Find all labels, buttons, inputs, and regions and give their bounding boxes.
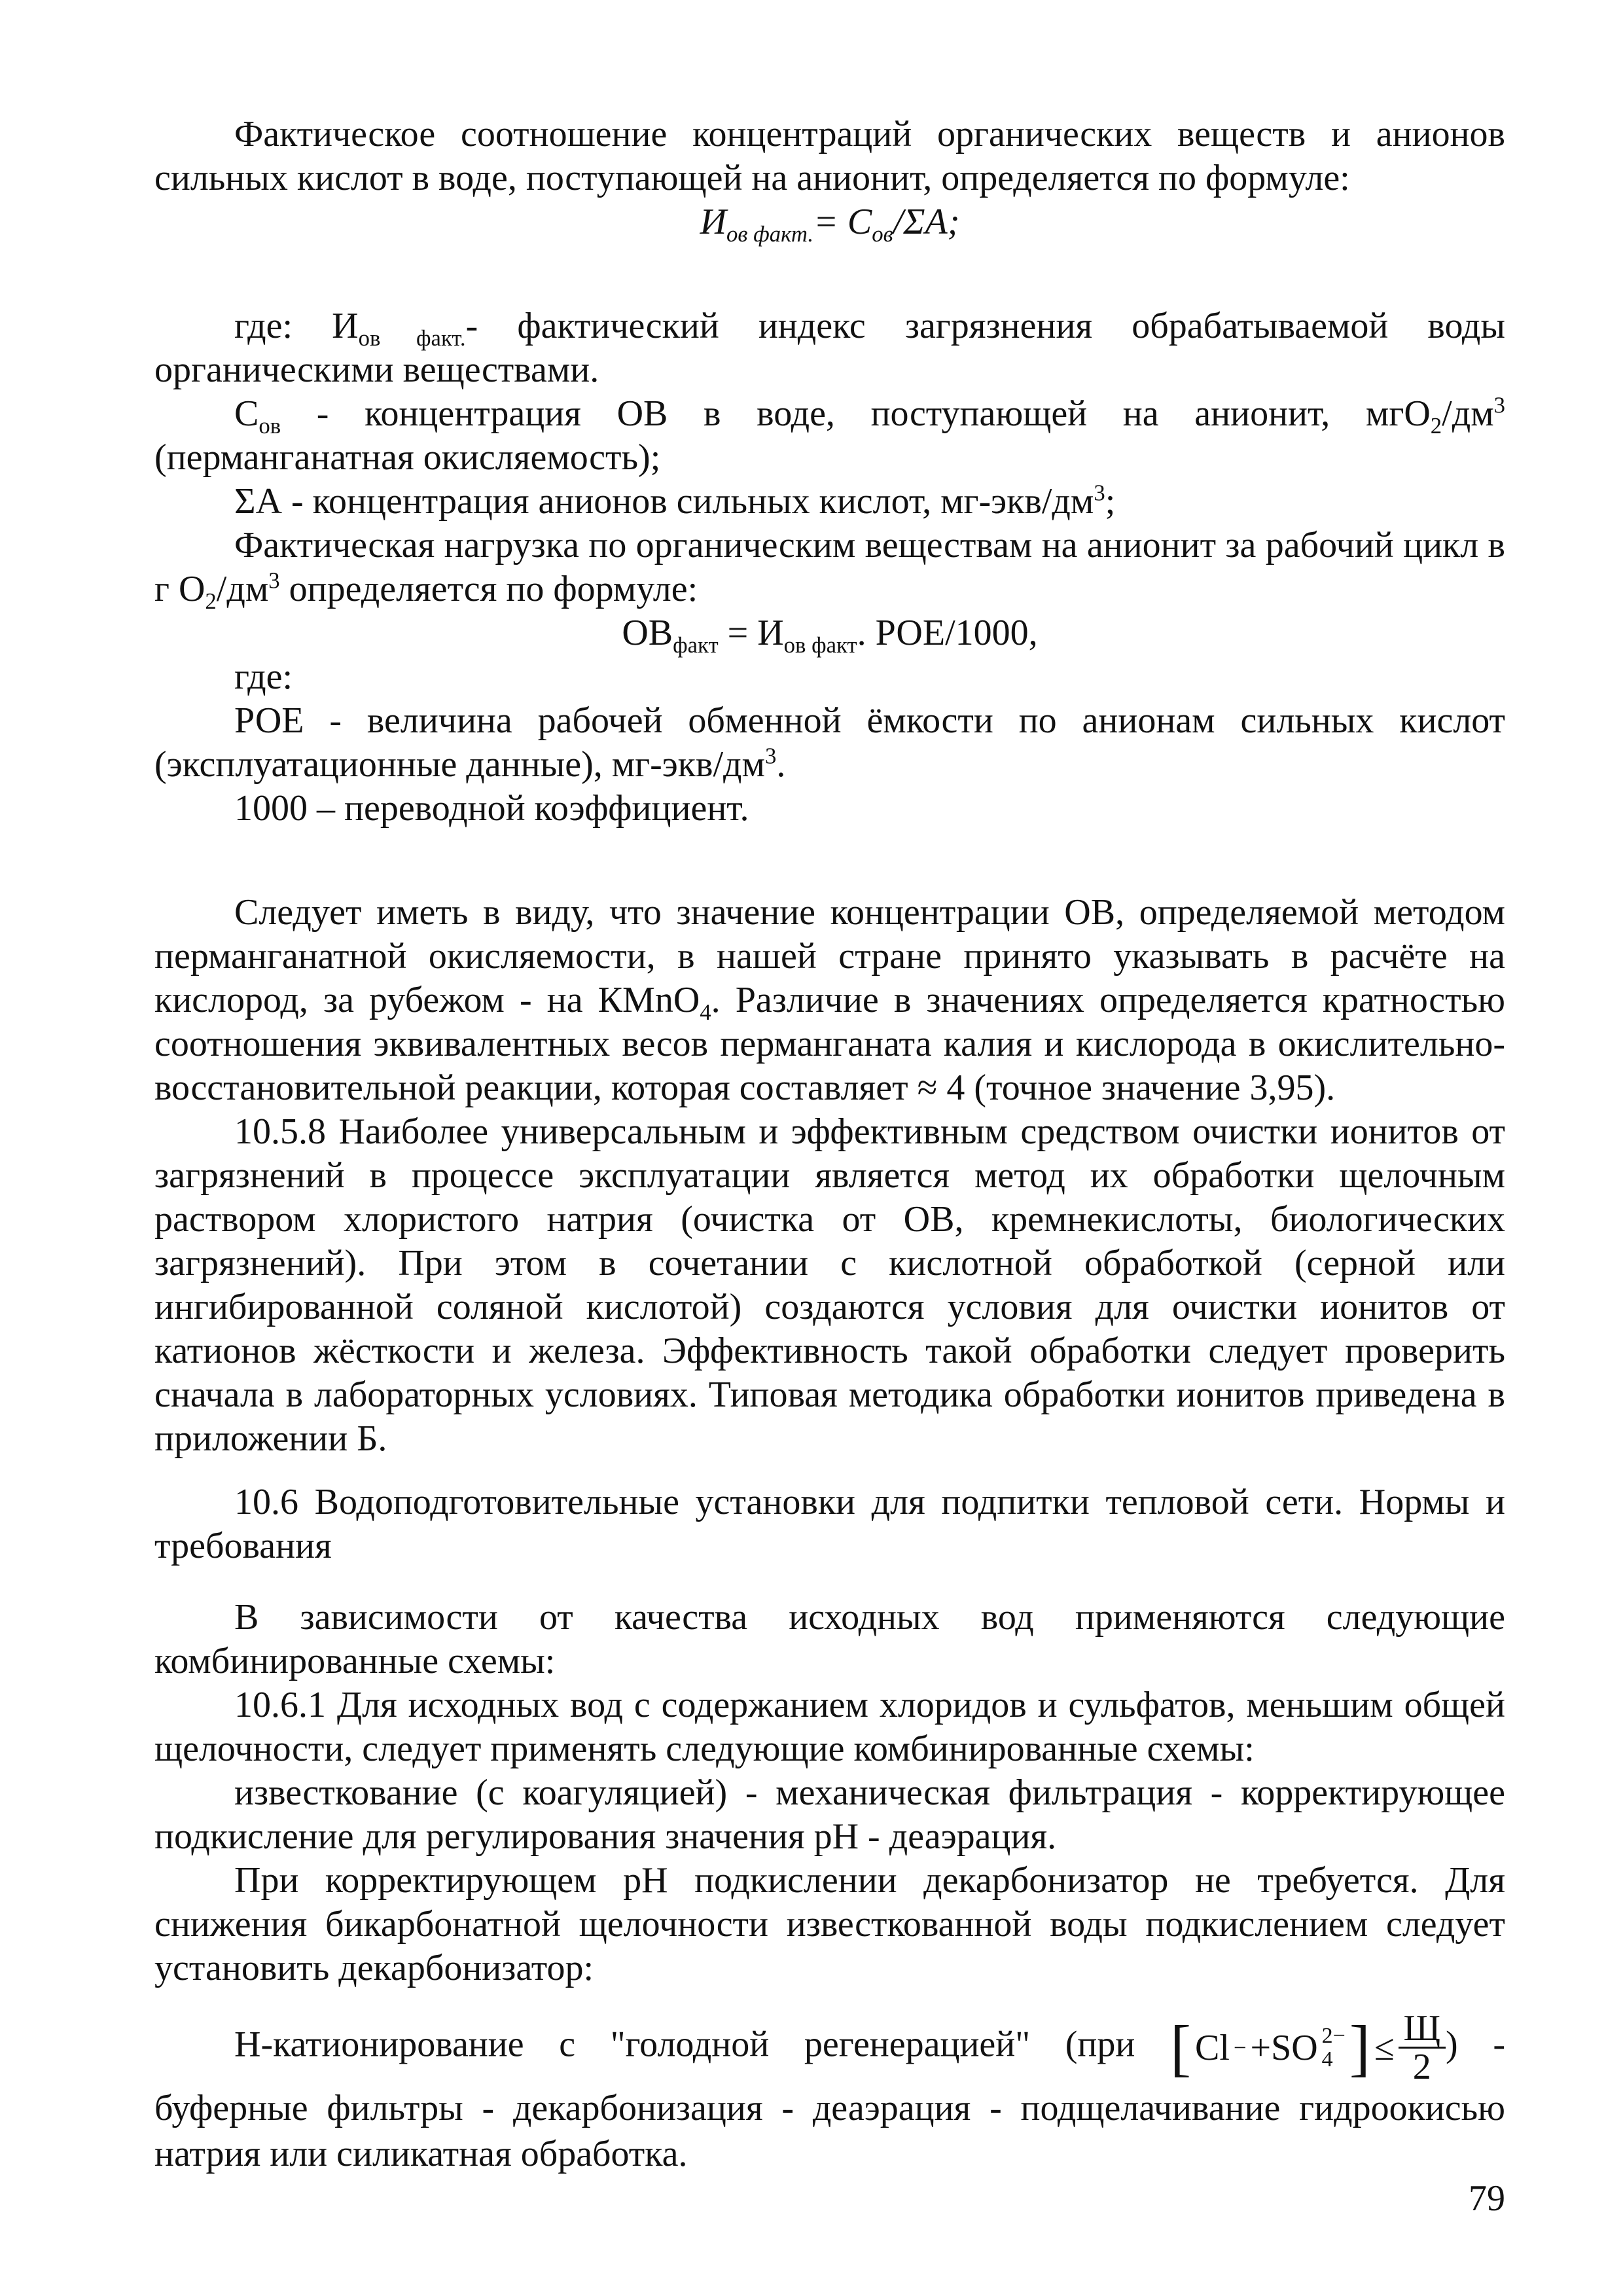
page-body [154, 113, 1505, 2177]
section-heading-10-6: 10.6 Водоподготовительные установки для подпитки тепловой сети. Нормы и требования [154, 1482, 1505, 1566]
where-sum-anions-definition: ΣА - концентрация анионов сильных кислот, $мг-экв/дм^3$; [234, 480, 1116, 522]
where-poe-definition: РОЕ - величина рабочей обменной ёмкости по анионам сильных кислот (эксплуатационные данные), $мг-экв/дм^3$. [154, 700, 1505, 785]
paragraph-intro: Фактическое соотношение концентраций органических веществ и анионов сильных кислот в воде, поступающей на анионит, определяется по формуле: [154, 114, 1505, 198]
paragraph-h-cationization: Н-катионирование с "голодной регенерацией" (при [ Cl − +SO 2− 4 ] ≤ $\frac{Щ}{2}$ ) - буферные фильтры - декарбонизация - деаэрация - подщелачивание гидроокисью натрия или силикатная обработка. [154, 2008, 1505, 2174]
sulfate-indices: 2− 4 [1321, 2023, 1346, 2072]
paragraph-schemes-intro: В зависимости от качества исходных вод применяются следующие комбинированные схемы: [154, 1597, 1505, 1681]
paragraph-10-5-8: 10.5.8 Наиболее универсальным и эффективным средством очистки ионитов от загрязнений в процессе эксплуатации является метод их обработки щелочным раствором хлористого натрия (очистка от ОВ, кремнекислоты, биологических загрязнений). При этом в сочетании с кислотной обработкой (серной или ингибированной соляной кислотой) создаются условия для очистки ионитов от катионов жёсткости и железа. Эффективность такой обработки следует проверить сначала в лабораторных условиях. Типовая методика обработки ионитов приведена в приложении Б. [154, 1111, 1505, 1459]
bracket-left: [ [1170, 2012, 1191, 2083]
formula-ov-fact: $ОВ_{факт} = И_{ов факт}$. РОЕ/1000, [622, 613, 1038, 658]
formula-index-fact: $И_{ов факт.}= С_{ов}/\Sigma А$; [700, 202, 960, 247]
paragraph-decarbonizer: При корректирующем pH подкислении декарбонизатор не требуется. Для снижения бикарбонатной щелочности известкованной воды подкислением следует установить декарбонизатор: [154, 1860, 1505, 1988]
page-number: 79 [1469, 2178, 1505, 2219]
where-coefficient-definition: 1000 – переводной коэффициент. [234, 788, 749, 829]
where-index-definition: где: $И_{ов факт.}-$ фактический индекс загрязнения обрабатываемой воды органическими веществами. [154, 306, 1505, 390]
where-cov-definition: $С_{ов}$ - концентрация ОВ в воде, поступающей на анионит, $мгО_2/дм^3$ (перманганатная окисляемость); [154, 392, 1505, 478]
paragraph-10-6-1: 10.6.1 Для исходных вод с содержанием хлоридов и сульфатов, меньшим общей щелочности, следует применять следующие комбинированные схемы: [154, 1685, 1505, 1769]
paragraph-permanganate-note: Следует иметь в виду, что значение концентрации ОВ, определяемой методом перманганатной окисляемости, в нашей стране принято указывать в расчёте на кислород, за рубежом - на КМnО$_4$. Различие в значениях определяется кратностью соотношения эквивалентных весов перманганата калия и кислорода в окислительно-восстановительной реакции, которая составляет ≈ 4 (точное значение 3,95). [154, 892, 1505, 1108]
paragraph-liming-scheme: известкование (с коагуляцией) - механическая фильтрация - корректирующее подкисление для регулирования значения pH - деаэрация. [154, 1772, 1505, 1857]
bracket-right: ] [1349, 2012, 1370, 2083]
inline-formula-ratio: [ Cl − +SO 2− 4 ] ≤ $\frac{Щ}{2}$ [1170, 2010, 1446, 2085]
where-label: где: [234, 656, 293, 697]
paragraph-load: Фактическая нагрузка по органическим веществам на анионит за рабочий цикл в г $О_2/дм^3$ определяется по формуле: [154, 525, 1505, 615]
fraction-alkalinity: $\frac{Щ}{2}$ [1399, 2010, 1446, 2085]
